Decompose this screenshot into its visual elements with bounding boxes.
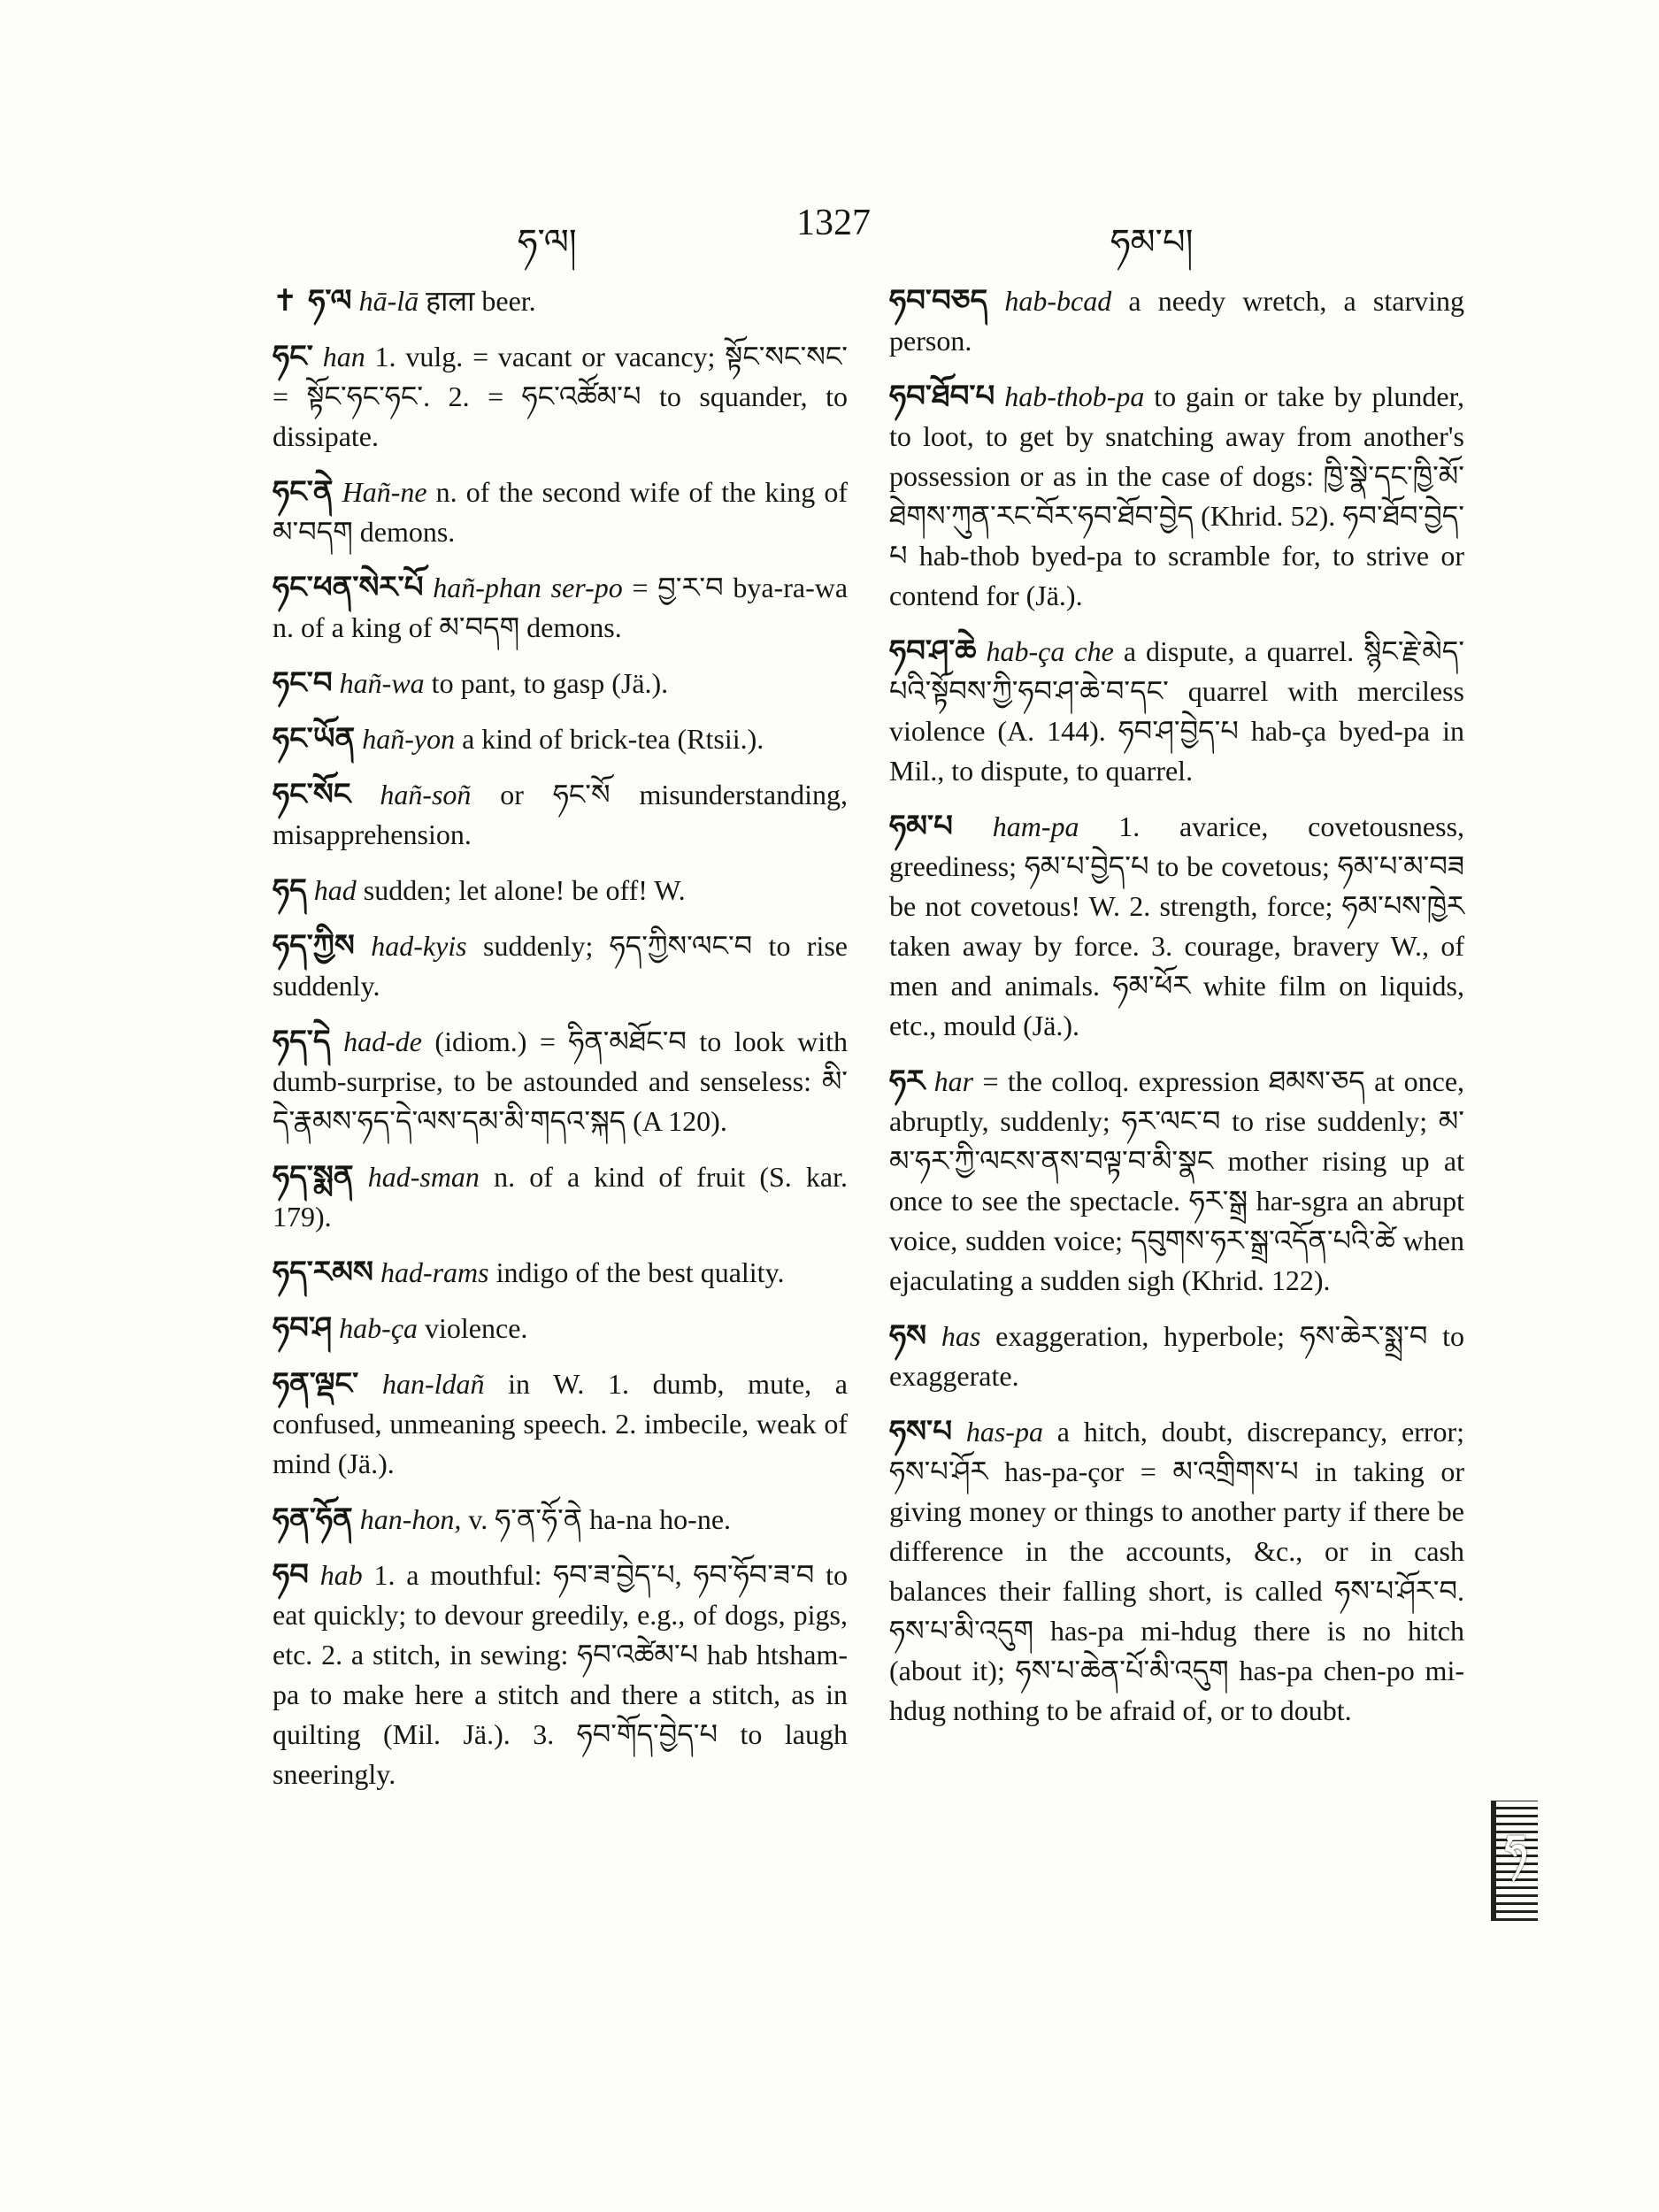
dictionary-entry	[889, 1062, 1464, 1301]
dictionary-entry	[273, 719, 848, 759]
entry-headword: ✝ ཧ་ལ	[273, 283, 352, 319]
dictionary-entry	[273, 472, 848, 552]
right-column	[889, 281, 1464, 1747]
entry-definition: a needy wretch, a starving person.	[889, 285, 1465, 357]
entry-transliteration: had-kyis	[371, 930, 467, 962]
entry-transliteration: han	[322, 341, 365, 373]
entry-headword: ཧས་པ	[889, 1414, 952, 1449]
entry-headword: ཧད་སྨན	[273, 1159, 354, 1194]
running-head-left: ཧ་ལ།	[518, 222, 577, 263]
entry-headword: ཧང་བ	[273, 665, 333, 701]
entry-transliteration: had	[313, 874, 357, 906]
entry-definition: हाला beer.	[426, 285, 536, 317]
entry-headword: ཧང་ཡོན	[273, 721, 356, 757]
entry-headword: ཧད་དེ	[273, 1024, 331, 1059]
entry-definition: 1. avarice, covetousness, greediness; ཧམ་པ་བྱེད་པ to be covetous; ཧམ་པ་མ་བཟ be not covetous! W. 2. strength, force; ཧམ་པས་ཁྱེར taken away by force. 3. courage, bravery W., of men and animals. ཧམ་ཕོར white film on liquids, etc., mould (Jä.).	[889, 810, 1465, 1041]
entry-headword: ཧས	[889, 1318, 927, 1354]
entry-transliteration: hab	[319, 1559, 363, 1591]
entry-headword: ཧམ་པ	[889, 809, 953, 844]
entry-transliteration: has	[941, 1320, 981, 1352]
thumb-index-tab: ཧ	[1491, 1801, 1538, 1921]
entry-definition: suddenly; ཧད་ཀྱིས་ལང་བ to rise suddenly.	[273, 930, 849, 1002]
entry-definition: v. ཧ་ན་ཧོ་ནེ ha-na ho-ne.	[468, 1503, 732, 1535]
entry-headword: ཧབ་ཐོབ་པ	[889, 379, 995, 414]
entry-transliteration: has-pa	[965, 1416, 1043, 1448]
entry-transliteration: hab-ça	[339, 1312, 419, 1344]
entry-definition: a kind of brick-tea (Rtsii.).	[462, 723, 764, 755]
entry-definition: violence.	[425, 1312, 528, 1344]
entry-headword: ཧར	[889, 1064, 926, 1099]
entry-headword: ཧན་ལྡང་	[273, 1366, 359, 1402]
entry-headword: ཧབ་ཤ	[273, 1310, 333, 1346]
entry-headword: ཧབ	[273, 1557, 309, 1593]
entry-headword: ཧང་	[273, 339, 313, 374]
dictionary-entry	[889, 281, 1464, 361]
entry-transliteration: had-sman	[367, 1161, 480, 1193]
entry-definition: to gain or take by plunder, to loot, to get by snatching away from another's possession or as in the case of dogs: ཁྱི་སྣེ་དང་ཁྱི་མོ་ཐེགས་ཀུན་རང་བོར་ཧབ་ཐོབ་བྱེད (Khrid. 52). ཧབ་ཐོབ་བྱེད་པ hab-thob byed-pa to scramble for, to strive or contend for (Jä.).	[889, 380, 1465, 611]
entry-transliteration: hañ-phan ser-po	[433, 572, 623, 603]
dictionary-entry	[273, 1555, 848, 1794]
left-column	[273, 281, 848, 1810]
entry-definition: a dispute, a quarrel. སྙིང་རྗེ་མེད་པའི་སྟོབས་ཀྱི་ཧབ་ཤ་ཆེ་བ་དང་ quarrel with merciless violence (A. 144). ཧབ་ཤ་བྱེད་པ hab-ça byed-pa in Mil., to dispute, to quarrel.	[889, 635, 1465, 787]
entry-transliteration: hab-bcad	[1004, 285, 1112, 317]
entry-definition: n. of the second wife of the king of མ་བདག demons.	[273, 476, 849, 548]
entry-headword: ཧབ་ཤ་ཆེ	[889, 634, 977, 669]
entry-transliteration: had-de	[343, 1025, 422, 1057]
entry-definition: n. of a kind of fruit (S. kar. 179).	[273, 1161, 849, 1233]
entry-transliteration: had-rams	[380, 1256, 489, 1288]
dictionary-entry	[273, 775, 848, 855]
entry-definition: in W. 1. dumb, mute, a confused, unmeaning speech. 2. imbecile, weak of mind (Jä.).	[273, 1368, 848, 1479]
entry-transliteration: har	[933, 1065, 974, 1097]
page-number: 1327	[796, 203, 871, 243]
dictionary-entry	[889, 1317, 1464, 1396]
running-head-right: ཧམ་པ།	[1110, 222, 1194, 263]
entry-headword: ཧད་རམས	[273, 1255, 373, 1290]
dictionary-entry	[889, 807, 1464, 1046]
entry-definition: (idiom.) = ཧིན་མཐོང་བ to look with dumb-surprise, to be astounded and senseless: མི་དེ་རྣམས་ཧད་དེ་ལས་དམ་མི་གདའ་སྐད (A 120).	[273, 1025, 848, 1137]
entry-definition: to pant, to gasp (Jä.).	[431, 667, 669, 699]
entry-headword: ཧད་ཀྱིས	[273, 928, 355, 964]
entry-definition: = the colloq. expression ཐམས་ཅད at once, abruptly, suddenly; ཧར་ལང་བ to rise suddenly; མ་མ་ཧར་ཀྱི་ལངས་ནས་བལྟ་བ་མི་སྣང mother rising up at once to see the spectacle. ཧར་སྒྲ har-sgra an abrupt voice, sudden voice; དབུགས་ཧར་སྒྲ་འདོན་པའི་ཚེ when ejaculating a sudden sigh (Khrid. 122).	[889, 1065, 1465, 1296]
entry-definition: a hitch, doubt, discrepancy, error; ཧས་པ་ཤོར has-pa-çor = མ་འགྲིགས་པ in taking or giving money or things to another party if there be difference in the accounts, &c., or in cash balances their falling short, is called ཧས་པ་ཤོར་བ. ཧས་པ་མི་འདུག has-pa mi-hdug there is no hitch (about it); ཧས་པ་ཆེན་པོ་མི་འདུག has-pa chen-po mi-hdug nothing to be afraid of, or to doubt.	[889, 1416, 1465, 1726]
dictionary-entry	[273, 281, 848, 321]
entry-headword: ཧན་ཧོན	[273, 1502, 353, 1537]
dictionary-entry	[273, 1022, 848, 1141]
entry-headword: ཧང་སོང	[273, 777, 351, 812]
dictionary-entry	[889, 1412, 1464, 1731]
entry-transliteration: han-ldañ	[381, 1368, 485, 1400]
dictionary-entry	[273, 871, 848, 910]
dictionary-entry	[273, 568, 848, 648]
dictionary-entry	[273, 664, 848, 703]
entry-headword: ཧང་ནེ	[273, 474, 334, 510]
entry-definition: exaggeration, hyperbole; ཧས་ཆེར་སྨྲ་བ to exaggerate.	[889, 1320, 1465, 1392]
dictionary-entry	[889, 632, 1464, 791]
entry-transliteration: hañ-wa	[339, 667, 425, 699]
dictionary-entry	[273, 1364, 848, 1484]
dictionary-entry	[273, 1500, 848, 1540]
dictionary-entry	[273, 337, 848, 457]
entry-transliteration: han-hon,	[359, 1503, 462, 1535]
entry-definition: = བྱ་ར་བ bya-ra-wa n. of a king of མ་བདག demons.	[273, 572, 849, 643]
entry-transliteration: hañ-yon	[362, 723, 456, 755]
entry-transliteration: hañ-soñ	[380, 779, 472, 810]
dictionary-entry	[273, 926, 848, 1006]
dictionary-entry	[273, 1157, 848, 1237]
entry-definition: 1. vulg. = vacant or vacancy; སྟོང་སང་སང་ = སྟོང་ཧང་ཧང་. 2. = ཧང་འཚོམ་པ to squander, to dissipate.	[273, 341, 849, 452]
dictionary-entry	[889, 377, 1464, 616]
entry-definition: or ཧང་སོ misunderstanding, misapprehension.	[273, 779, 848, 850]
entry-transliteration: hā-lā	[358, 285, 419, 317]
entry-transliteration: hab-ça che	[986, 635, 1114, 667]
entry-definition: sudden; let alone! be off! W.	[363, 874, 686, 906]
dictionary-entry	[273, 1253, 848, 1293]
dictionary-entry	[273, 1309, 848, 1348]
entry-headword: ཧབ་བཅད	[889, 283, 988, 319]
entry-definition: 1. a mouthful: ཧབ་ཟ་བྱེད་པ, ཧབ་ཧོབ་ཟ་བ to eat quickly; to devour greedily, e.g., of dogs, pigs, etc. 2. a stitch, in sewing: ཧབ་འཚེམ་པ hab htsham-pa to make here a stitch and there a stitch, as in quilting (Mil. Jä.). 3. ཧབ་གོད་བྱེད་པ to laugh sneeringly.	[273, 1559, 848, 1790]
entry-headword: ཧང་ཕན་སེར་པོ	[273, 570, 424, 605]
entry-definition: indigo of the best quality.	[495, 1256, 785, 1288]
entry-transliteration: hab-thob-pa	[1004, 380, 1145, 412]
entry-transliteration: Hañ-ne	[342, 476, 427, 508]
entry-transliteration: ham-pa	[992, 810, 1079, 842]
entry-headword: ཧད	[273, 872, 307, 908]
